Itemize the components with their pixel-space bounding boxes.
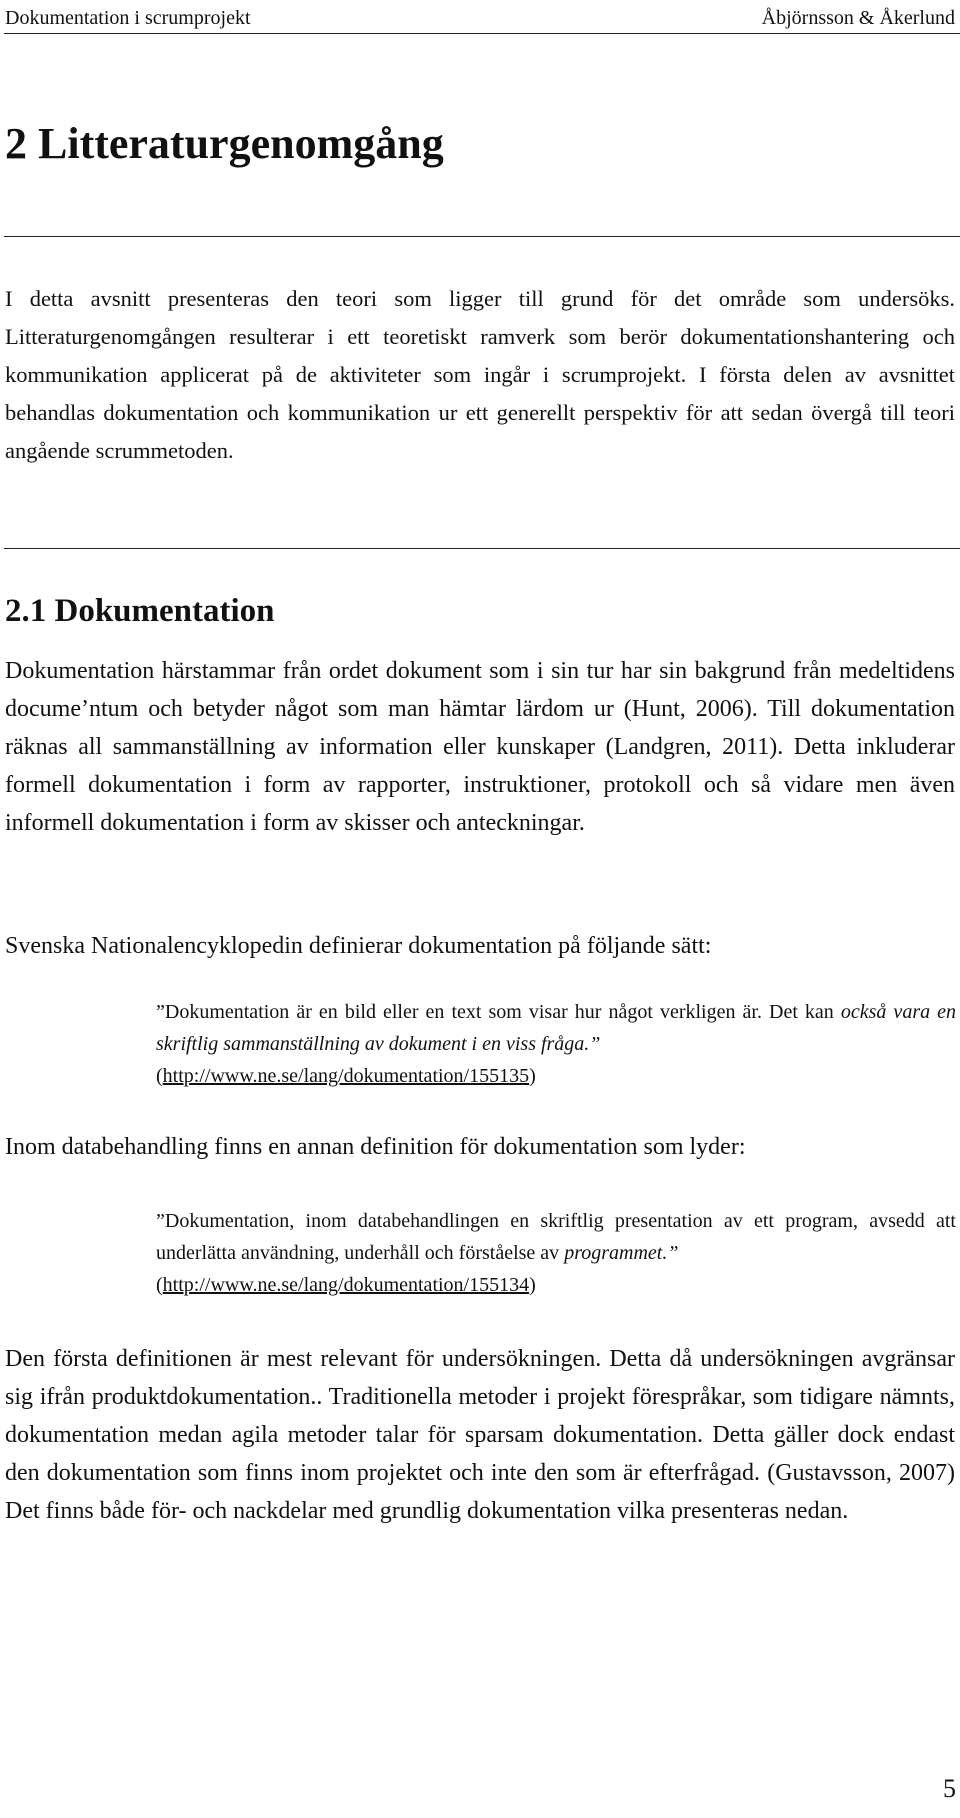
chapter-title: 2 Litteraturgenomgång <box>5 119 444 168</box>
body-paragraph-ne-intro: Svenska Nationalencyklopedin definierar dokumentation på följande sätt: <box>5 933 712 959</box>
quote-text: ”Dokumentation, inom databehandlingen en skriftlig presentation av ett program, avsedd att underlätta användning, underhåll och förståelse av <box>156 1210 956 1264</box>
header-document-title: Dokumentation i scrumprojekt <box>5 7 251 29</box>
quote-source-close: ) <box>529 1065 536 1087</box>
block-quote-ne-definition <box>156 996 956 1092</box>
section-title: 2.1 Dokumentation <box>5 593 275 629</box>
quote-source-close: ) <box>529 1274 536 1296</box>
quote-source-link[interactable]: http://www.ne.se/lang/dokumentation/155134 <box>162 1274 530 1296</box>
intro-paragraph: I detta avsnitt presenteras den teori som ligger till grund för det område som undersöks. Litteraturgenomgången resulterar i ett teoretiskt ramverk som berör dokumentationshantering och kommunikation applicerat på de aktiviteter som ingår i scrumprojekt. I första delen av avsnittet behandlas dokumentation och kommunikation ur ett generellt perspektiv för att sedan övergå till teori angående scrummetoden. <box>5 286 955 463</box>
quote-source-open: ( <box>156 1065 163 1087</box>
quote-source <box>156 1269 956 1301</box>
body-paragraph-relevance: Den första definitionen är mest relevant för undersökningen. Detta då undersökningen avgränsar sig ifrån produktdokumentation.. Traditionella metoder i projekt förespråkar, som tidigare nämnts, dokumentation medan agila metoder talar för sparsam dokumentation. Detta gäller dock endast den dokumentation som finns inom projektet och inte den som är efterfrågad. (Gustavsson, 2007) Det finns både för- och nackdelar med grundlig dokumentation vilka presenteras nedan. <box>5 1346 955 1524</box>
page-number: 5 <box>943 1774 956 1803</box>
body-paragraph-db-intro: Inom databehandling finns en annan definition för dokumentation som lyder: <box>5 1134 746 1160</box>
quote-text-italic: också vara en skriftlig sammanställning av dokument i en viss fråga.” <box>156 1001 957 1055</box>
quote-source-open: ( <box>156 1274 163 1296</box>
body-paragraph-etymology: Dokumentation härstammar från ordet dokument som i sin tur har sin bakgrund från medeltidens docume’ntum och betyder något som man hämtar lärdom ur (Hunt, 2006). Till dokumentation räknas all sammanställning av information eller kunskaper (Landgren, 2011). Detta inkluderar formell dokumentation i form av rapporter, instruktioner, protokoll och så vidare men även informell dokumentation i form av skisser och anteckningar. <box>5 658 955 836</box>
block-quote-db-definition <box>156 1205 956 1301</box>
header-authors: Åbjörnsson & Åkerlund <box>761 7 955 29</box>
section-divider <box>4 548 960 549</box>
header-divider <box>4 33 960 34</box>
quote-source <box>156 1060 956 1092</box>
quote-text: ”Dokumentation är en bild eller en text som visar hur något verkligen är. Det kan <box>156 1001 834 1023</box>
quote-text-italic: programmet.” <box>564 1242 679 1264</box>
chapter-divider <box>4 236 960 237</box>
quote-source-link[interactable]: http://www.ne.se/lang/dokumentation/155135 <box>162 1065 530 1087</box>
